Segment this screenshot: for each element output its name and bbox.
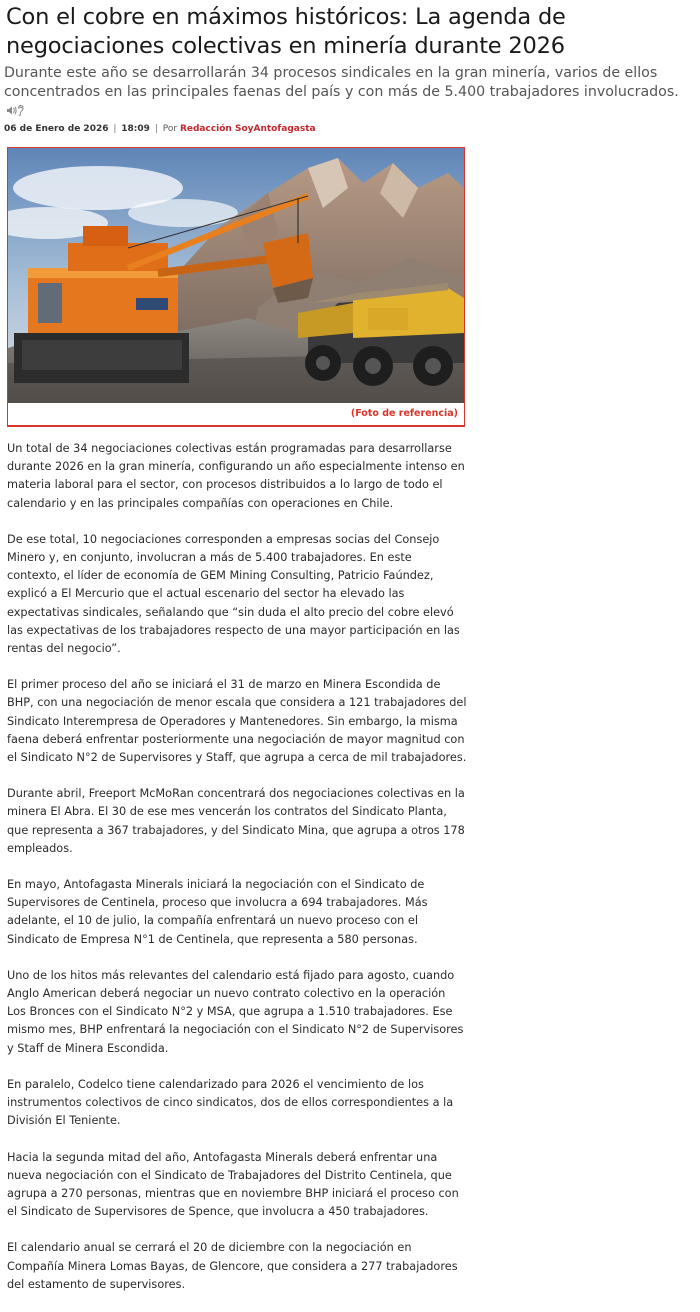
publish-time: 18:09: [121, 124, 150, 134]
paragraph: Un total de 34 negociaciones colectivas están programadas para desarrollarse durante 2026 en la gran minería, configurando un año especialmente intenso en materia laboral para el sector, con procesos distribuidos a lo largo de todo el calendario y en las principales compañías con operaciones en Chile.: [7, 442, 465, 510]
speaker-ear-icon[interactable]: [6, 104, 24, 123]
mining-photo: [8, 148, 464, 403]
paragraph: El calendario anual se cerrará el 20 de diciembre con la negociación en Compañía Minera Lomas Bayas, de Glencore, que considera a 277 trabajadores del estamento de supervisores.: [7, 1241, 458, 1291]
paragraph: En paralelo, Codelco tiene calendarizado para 2026 el vencimiento de los instrumentos colectivos de cinco sindicatos, dos de ellos correspondientes a la División El Teniente.: [7, 1077, 454, 1128]
paragraph: De ese total, 10 negociaciones corresponden a empresas socias del Consejo Minero y, en conjunto, involucran a más de 5.400 trabajadores. En este contexto, el líder de economía de GEM Mining Consulting, Patricio Faúndez, explicó a El Mercurio que el actual escenario del sector ha elevado las expectativas sindicales, señalando que “sin duda el alto precio del cobre elevó las expectativas de los trabajadores respecto de una mayor participación en las rentas del negocio”.: [7, 532, 460, 656]
subheadline: [4, 64, 698, 123]
paragraph: Hacia la segunda mitad del año, Antofagasta Minerals deberá enfrentar una nueva negociación con el Sindicato de Trabajadores del Distrito Centinela, que agrupa a 270 personas, mientras que en noviembre BHP iniciará el proceso con el Sindicato de Supervisores de Spence, que involucra a 450 trabajadores.: [7, 1150, 459, 1219]
paragraph: El primer proceso del año se iniciará el 31 de marzo en Minera Escondida de BHP, con una negociación de menor escala que considera a 121 trabajadores del Sindicato Interempresa de Operadores y Mantenedores. Sin embargo, la misma faena deberá enfrentar posteriormente una negociación de mayor magnitud con el Sindicato N°2 de Supervisores y Staff, que agrupa a cerca de mil trabajadores.: [7, 678, 467, 765]
subheadline-text: Durante este año se desarrollarán 34 procesos sindicales en la gran minería, varios de ellos concentrados en las principales faenas del país y con más de 5.400 trabajadores involucrados.: [4, 65, 679, 100]
publish-date: 06 de Enero de 2026: [4, 124, 109, 134]
photo-caption: (Foto de referencia): [350, 408, 458, 419]
byline-prefix: Por: [162, 124, 178, 134]
paragraph: Durante abril, Freeport McMoRan concentrará dos negociaciones colectivas en la minera El Abra. El 30 de ese mes vencerán los contratos del Sindicato Planta, que representa a 367 trabajadores, y del Sindicato Mina, que agrupa a otros 178 empleados.: [7, 787, 465, 855]
author-link[interactable]: Redacción SoyAntofagasta: [179, 124, 316, 134]
headline: Con el cobre en máximos históricos: La agenda de negociaciones colectivas en minería durante 2026: [6, 4, 566, 59]
meta-separator: |: [113, 124, 117, 134]
meta-separator: |: [154, 124, 158, 134]
article-body: [7, 440, 467, 1312]
article-meta: [4, 124, 316, 134]
article-figure: [7, 147, 465, 427]
paragraph: Uno de los hitos más relevantes del calendario está fijado para agosto, cuando Anglo American deberá negociar un nuevo contrato colectivo en la operación Los Bronces con el Sindicato N°2 y MSA, que agrupa a 1.510 trabajadores. Ese mismo mes, BHP enfrentará la negociación con el Sindicato N°2 de Supervisores y Staff de Minera Escondida.: [7, 968, 464, 1055]
paragraph: En mayo, Antofagasta Minerals iniciará la negociación con el Sindicato de Supervisores de Centinela, proceso que involucra a 694 trabajadores. Más adelante, el 10 de julio, la compañía enfrentará un nuevo proceso con el Sindicato de Empresa N°1 de Centinela, que representa a 580 personas.: [7, 878, 428, 946]
